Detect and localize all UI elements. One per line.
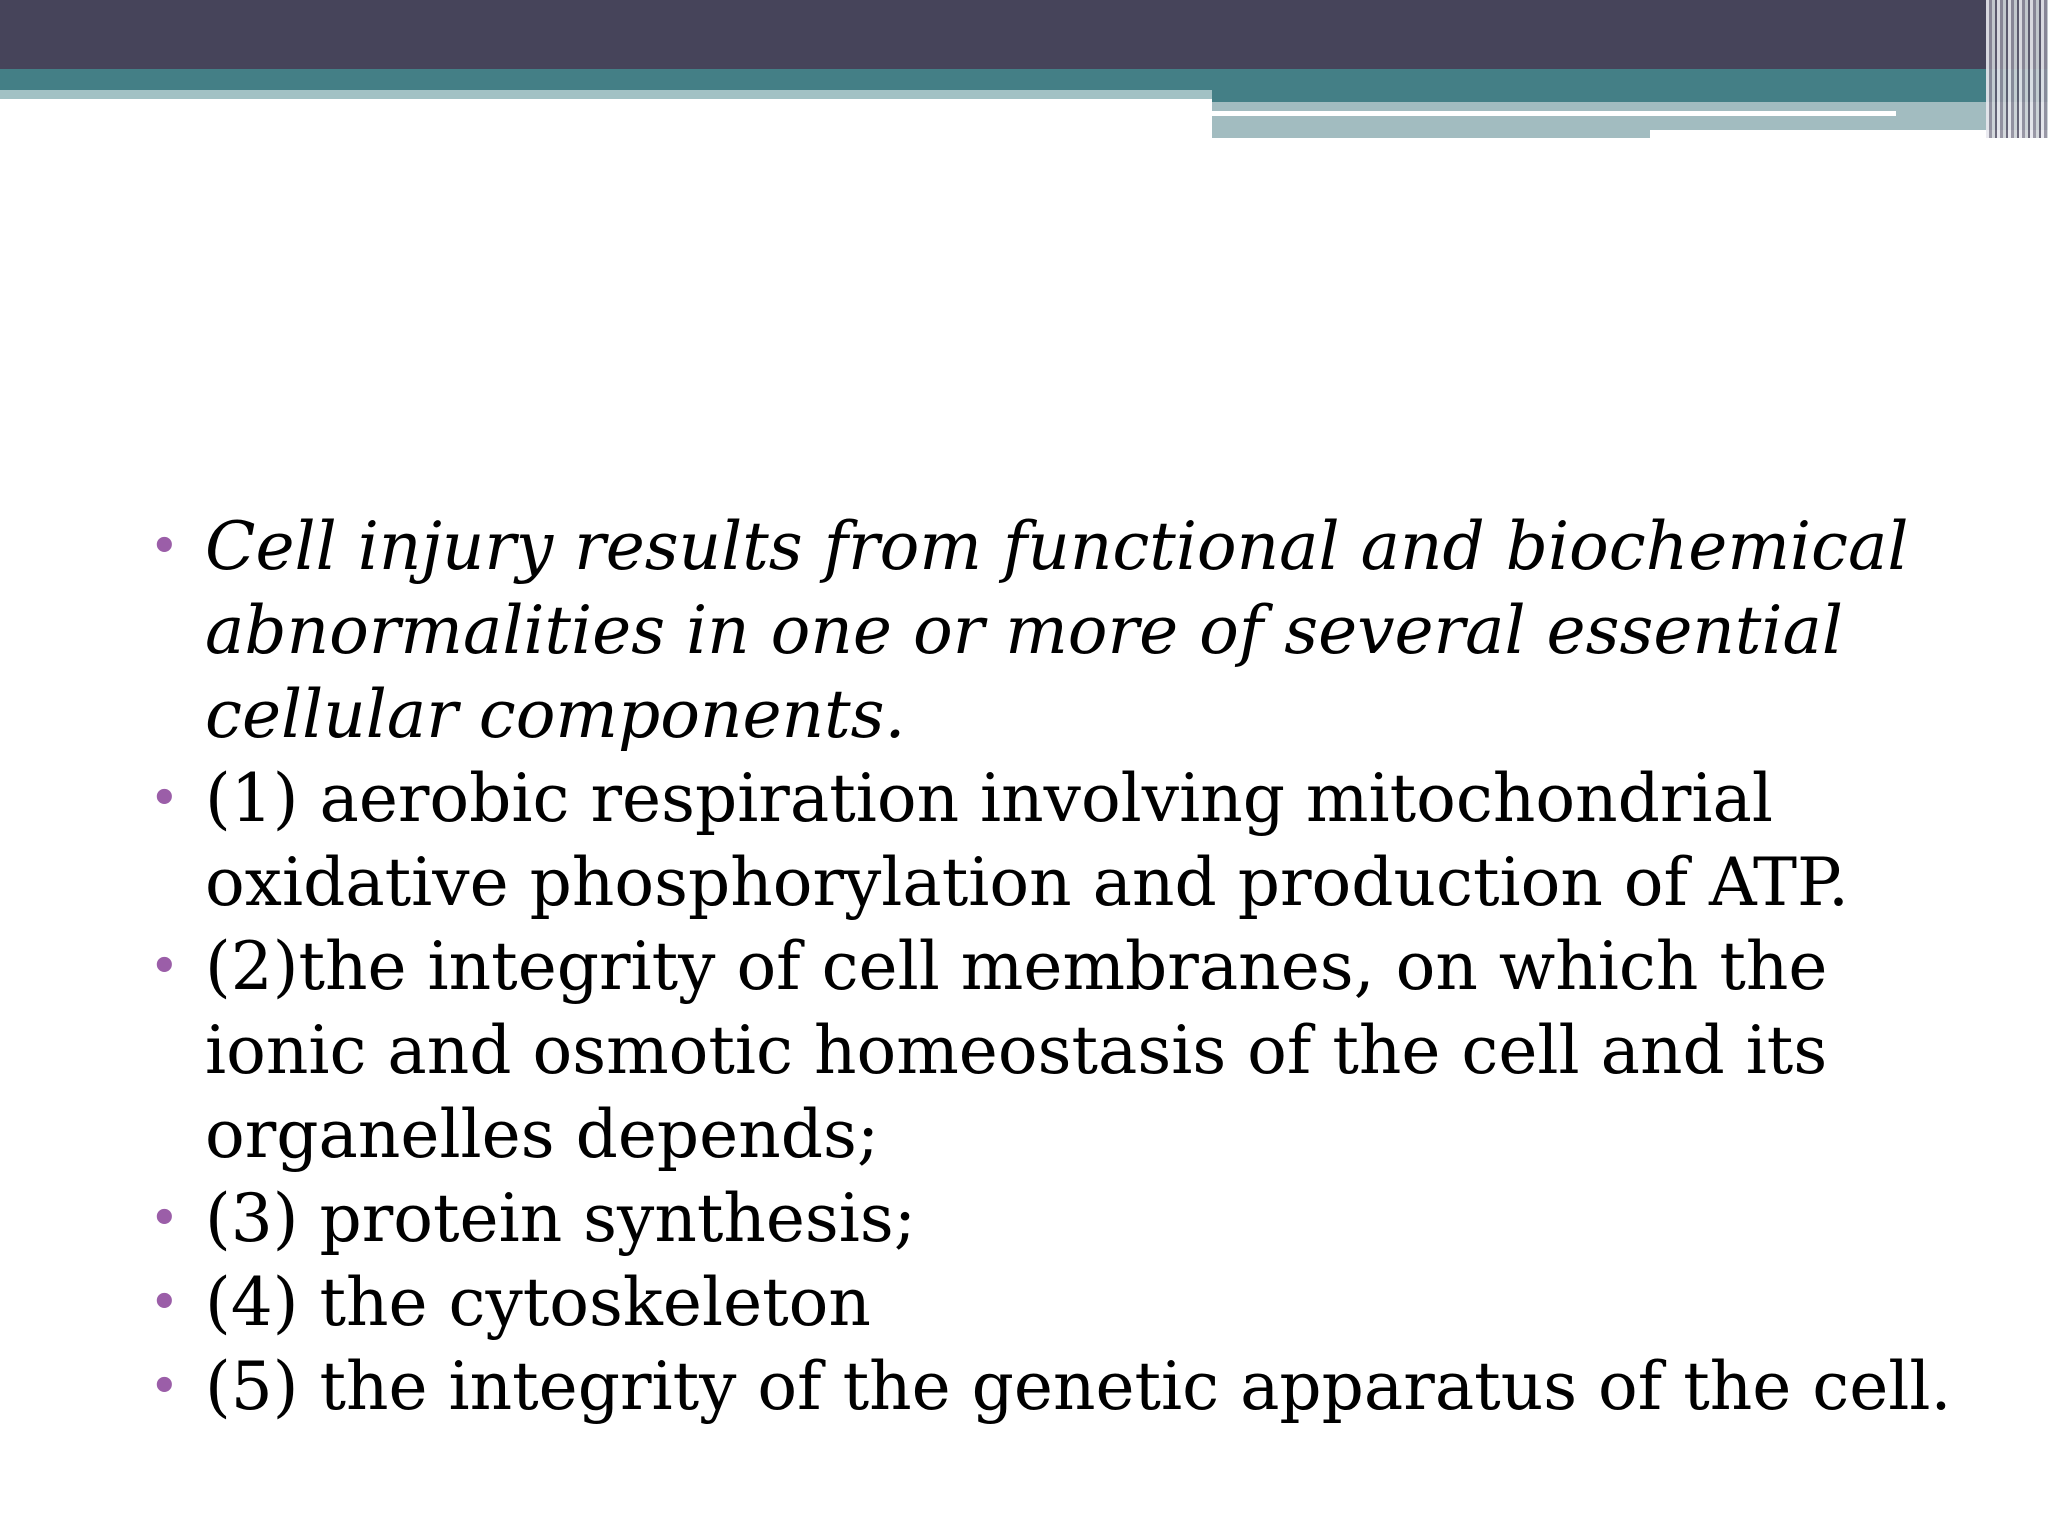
bullet-dot-icon: • — [149, 769, 180, 829]
bullet-text: (1) aerobic respiration involving mitochondrial oxidative phosphorylation and production of ATP. — [205, 760, 1850, 921]
header-white-line — [1212, 111, 1896, 116]
bullet-item — [145, 925, 2005, 1177]
bullet-dot-icon: • — [149, 1357, 180, 1417]
bullet-item — [145, 505, 2005, 757]
header-band-teal-right — [1212, 90, 2048, 102]
header-band-dark — [0, 0, 2048, 69]
bullet-dot-icon: • — [149, 1189, 180, 1249]
bullet-list — [145, 505, 2005, 1429]
bullet-text: (2)the integrity of cell membranes, on which the ionic and osmotic homeostasis of the cell and its organelles depends; — [205, 928, 1828, 1173]
bullet-item — [145, 1345, 2005, 1429]
header-band-light — [0, 90, 1212, 99]
bullet-item — [145, 1177, 2005, 1261]
bullet-dot-icon: • — [149, 1273, 180, 1333]
header-stripes — [1986, 0, 2048, 138]
slide-body — [145, 505, 2005, 1429]
bullet-text: (5) the integrity of the genetic apparatus of the cell. — [205, 1348, 1952, 1425]
bullet-text: Cell injury results from functional and biochemical abnormalities in one or more of several essential cellular components. — [205, 508, 1909, 753]
bullet-dot-icon: • — [149, 517, 180, 577]
header-band-teal — [0, 69, 2048, 90]
bullet-dot-icon: • — [149, 937, 180, 997]
bullet-text: (3) protein synthesis; — [205, 1180, 917, 1257]
bullet-item — [145, 1261, 2005, 1345]
bullet-text: (4) the cytoskeleton — [205, 1264, 871, 1341]
bullet-item — [145, 757, 2005, 925]
